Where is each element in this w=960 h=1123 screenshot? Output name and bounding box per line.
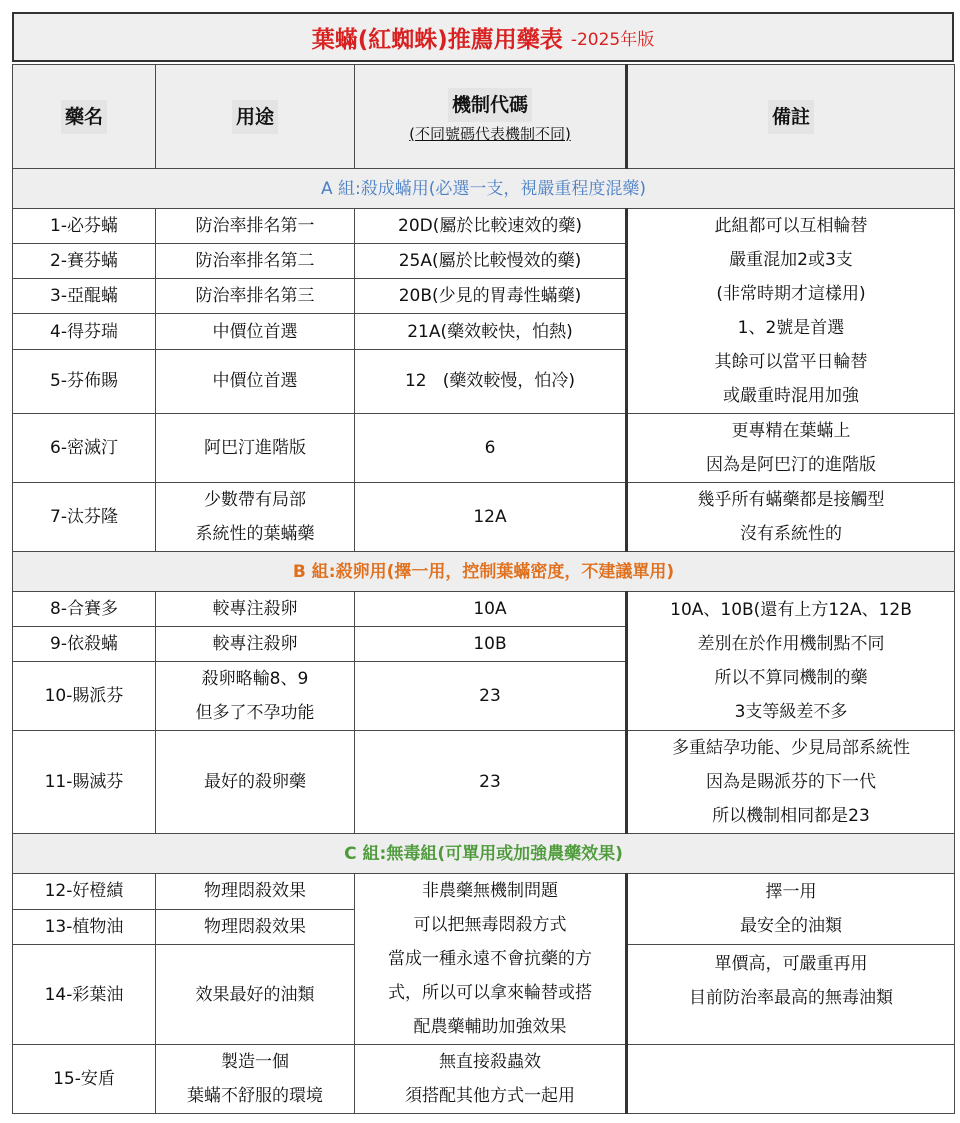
drug-name: 6-密滅汀 xyxy=(13,414,156,483)
drug-code: 10B xyxy=(355,627,627,662)
group-c-label: C 組:無毒組(可單用或加強農藥效果) xyxy=(13,834,955,874)
drug-code: 12A xyxy=(355,483,627,552)
group-b-label: B 組:殺卵用(擇一用，控制葉蟎密度，不建議單用) xyxy=(13,552,955,592)
drug-use: 中價位首選 xyxy=(156,314,355,349)
drug-code: 6 xyxy=(355,414,627,483)
title-bar xyxy=(12,12,954,62)
recommendation-table xyxy=(12,64,955,1114)
drug-name: 10-賜派芬 xyxy=(13,662,156,731)
drug-name: 14-彩葉油 xyxy=(13,945,156,1045)
header-note: 備註 xyxy=(627,65,955,169)
drug-name: 5-芬佈賜 xyxy=(13,349,156,413)
drug-note: 單價高，可嚴重再用 目前防治率最高的無毒油類 xyxy=(627,945,955,1045)
drug-use: 物理悶殺效果 xyxy=(156,874,355,910)
table-row xyxy=(13,592,955,627)
drug-code: 12 (藥效較慢，怕冷) xyxy=(355,349,627,413)
header-code-subtitle: (不同號碼代表機制不同) xyxy=(409,124,571,143)
table-row xyxy=(13,209,955,244)
header-row xyxy=(13,65,955,169)
drug-use: 物理悶殺效果 xyxy=(156,909,355,945)
drug-code: 23 xyxy=(355,731,627,834)
version-label: -2025年版 xyxy=(570,29,655,50)
drug-note: 更專精在葉蟎上 因為是阿巴汀的進階版 xyxy=(627,414,955,483)
page-title: 葉蟎(紅蜘蛛)推薦用藥表 xyxy=(311,26,563,53)
table-row xyxy=(13,731,955,834)
drug-name: 4-得芬瑞 xyxy=(13,314,156,349)
drug-code: 20D(屬於比較速效的藥) xyxy=(355,209,627,244)
drug-use: 防治率排名第一 xyxy=(156,209,355,244)
drug-name: 3-亞醌蟎 xyxy=(13,279,156,314)
drug-use: 少數帶有局部 系統性的葉蟎藥 xyxy=(156,483,355,552)
drug-code: 無直接殺蟲效 須搭配其他方式一起用 xyxy=(355,1045,627,1114)
drug-name: 15-安盾 xyxy=(13,1045,156,1114)
drug-name: 7-汰芬隆 xyxy=(13,483,156,552)
drug-use: 殺卵略輸8、9 但多了不孕功能 xyxy=(156,662,355,731)
drug-use: 中價位首選 xyxy=(156,349,355,413)
drug-note: 擇一用 最安全的油類 xyxy=(627,874,955,945)
drug-use: 防治率排名第三 xyxy=(156,279,355,314)
drug-use: 效果最好的油類 xyxy=(156,945,355,1045)
drug-code: 20B(少見的胃毒性蟎藥) xyxy=(355,279,627,314)
header-use: 用途 xyxy=(156,65,355,169)
drug-name: 13-植物油 xyxy=(13,909,156,945)
drug-name: 1-必芬蟎 xyxy=(13,209,156,244)
group-b-note: 10A、10B(還有上方12A、12B 差別在於作用機制點不同 所以不算同機制的藥 3支等級差不多 xyxy=(627,592,955,731)
drug-use: 防治率排名第二 xyxy=(156,244,355,279)
drug-use: 較專注殺卵 xyxy=(156,592,355,627)
header-name: 藥名 xyxy=(13,65,156,169)
drug-code: 10A xyxy=(355,592,627,627)
table-row xyxy=(13,414,955,483)
table-row xyxy=(13,1045,955,1114)
group-c-code-note: 非農藥無機制問題 可以把無毒悶殺方式 當成一種永遠不會抗藥的方 式，所以可以拿來輪替或搭 配農藥輔助加強效果 xyxy=(355,874,627,1045)
group-a-note: 此組都可以互相輪替 嚴重混加2或3支 (非常時期才這樣用) 1、2號是首選 其餘可以當平日輪替 或嚴重時混用加強 xyxy=(627,209,955,414)
drug-name: 11-賜滅芬 xyxy=(13,731,156,834)
drug-note: 幾乎所有蟎藥都是接觸型 沒有系統性的 xyxy=(627,483,955,552)
group-a-label: A 組:殺成蟎用(必選一支，視嚴重程度混藥) xyxy=(13,169,955,209)
drug-code: 23 xyxy=(355,662,627,731)
table-row xyxy=(13,483,955,552)
drug-name: 12-好橙績 xyxy=(13,874,156,910)
drug-name: 9-依殺蟎 xyxy=(13,627,156,662)
drug-code: 21A(藥效較快，怕熱) xyxy=(355,314,627,349)
drug-name: 2-賽芬蟎 xyxy=(13,244,156,279)
table-row xyxy=(13,874,955,910)
drug-note: 多重結孕功能、少見局部系統性 因為是賜派芬的下一代 所以機制相同都是23 xyxy=(627,731,955,834)
drug-code: 25A(屬於比較慢效的藥) xyxy=(355,244,627,279)
drug-use: 最好的殺卵藥 xyxy=(156,731,355,834)
header-code: 機制代碼 (不同號碼代表機制不同) xyxy=(355,65,627,169)
drug-use: 阿巴汀進階版 xyxy=(156,414,355,483)
drug-note xyxy=(627,1045,955,1114)
drug-use: 製造一個 葉蟎不舒服的環境 xyxy=(156,1045,355,1114)
drug-use: 較專注殺卵 xyxy=(156,627,355,662)
drug-name: 8-合賽多 xyxy=(13,592,156,627)
